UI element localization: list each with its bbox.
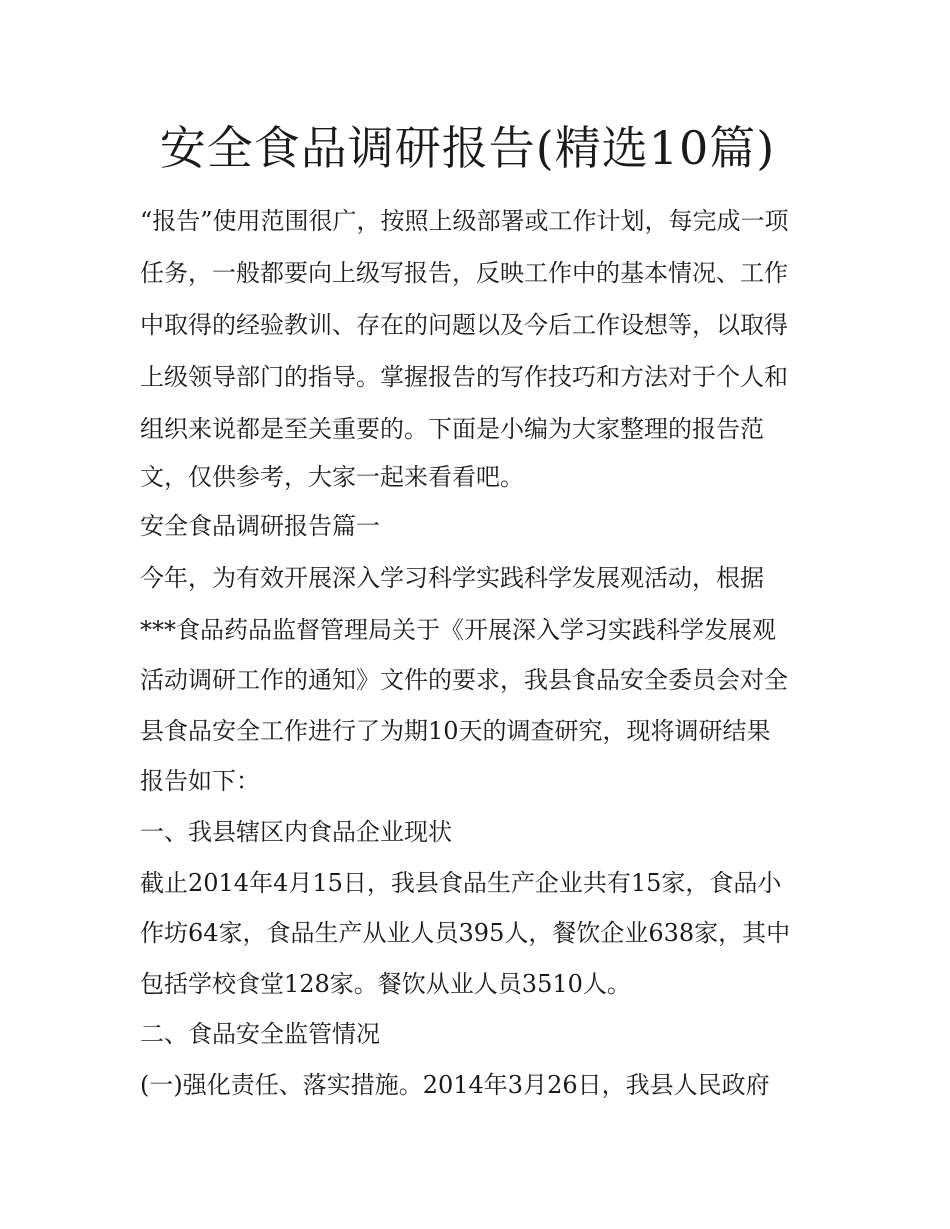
body-line: ***食品药品监督管理局关于《开展深入学习实践科学发展观 — [140, 616, 776, 644]
section-heading: 安全食品调研报告篇一 — [140, 512, 380, 540]
section-heading: 一、我县辖区内食品企业现状 — [140, 818, 452, 846]
body-line: “报告”使用范围很广，按照上级部署或工作计划，每完成一项 — [140, 207, 789, 235]
body-line: 作坊64家，食品生产从业人员395人，餐饮企业638家，其中 — [140, 919, 791, 947]
document-title: 安全食品调研报告(精选10篇) — [159, 121, 776, 175]
body-line: 今年，为有效开展深入学习科学实践科学发展观活动，根据 — [140, 564, 764, 592]
body-line: (一)强化责任、落实措施。2014年3月26日，我县人民政府 — [140, 1071, 770, 1099]
body-line: 报告如下： — [140, 767, 260, 795]
section-heading: 二、食品安全监管情况 — [140, 1020, 380, 1048]
body-line: 上级领导部门的指导。掌握报告的写作技巧和方法对于个人和 — [140, 363, 788, 391]
body-line: 中取得的经验教训、存在的问题以及今后工作设想等，以取得 — [140, 311, 788, 339]
body-line: 文，仅供参考，大家一起来看看吧。 — [140, 463, 524, 491]
body-line: 组织来说都是至关重要的。下面是小编为大家整理的报告范 — [140, 415, 764, 443]
body-line: 县食品安全工作进行了为期10天的调查研究，现将调研结果 — [140, 717, 771, 745]
body-line: 活动调研工作的通知》文件的要求，我县食品安全委员会对全 — [140, 666, 788, 694]
body-line: 任务，一般都要向上级写报告，反映工作中的基本情况、工作 — [140, 259, 788, 287]
body-line: 截止2014年4月15日，我县食品生产企业共有15家，食品小 — [140, 869, 782, 897]
body-line: 包括学校食堂128家。餐饮从业人员3510人。 — [140, 970, 631, 998]
